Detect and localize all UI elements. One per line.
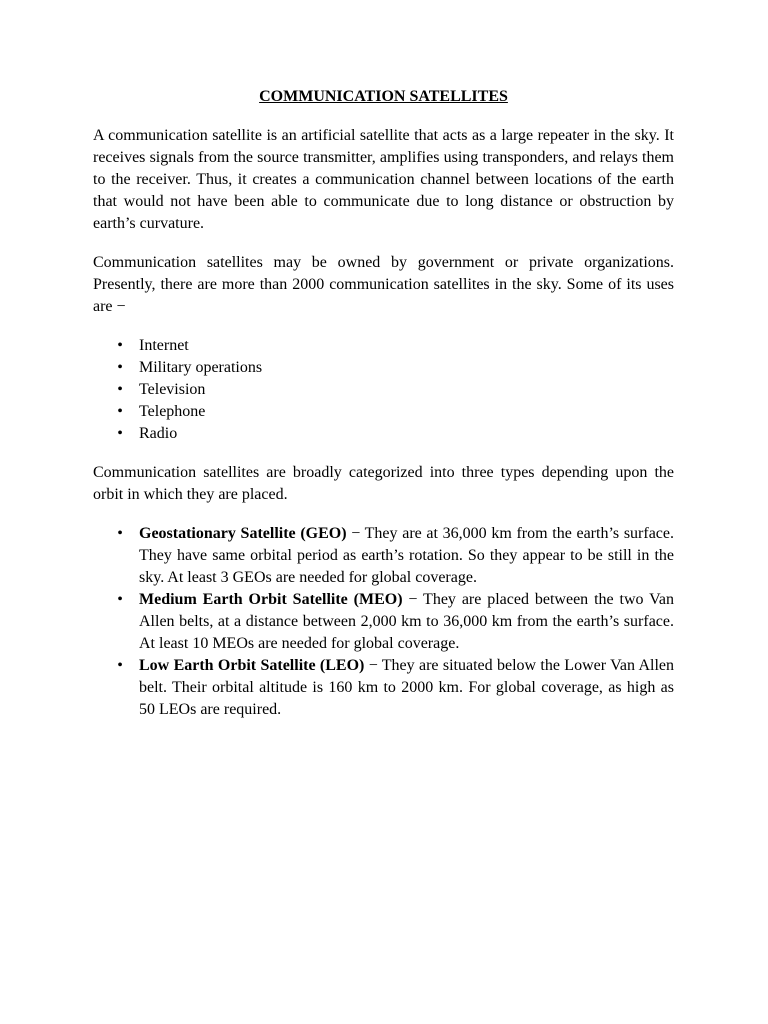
uses-list bbox=[93, 335, 674, 445]
ownership-paragraph: Communication satellites may be owned by government or private organizations. Presently, there are more than 2000 communication satellites in the sky. Some of its uses are − bbox=[93, 254, 674, 315]
use-item-label: Telephone bbox=[139, 403, 206, 420]
type-description: − They are at 36,000 km from the earth’s surface. They have same orbital period as earth’s rotation. So they appear to be still in the sky. At least 3 GEOs are needed for global coverage. bbox=[139, 525, 675, 586]
list-item bbox=[93, 335, 674, 357]
type-term: Geostationary Satellite (GEO) bbox=[139, 525, 347, 542]
list-item bbox=[93, 423, 674, 445]
types-intro-paragraph: Communication satellites are broadly categorized into three types depending upon the orbit in which they are placed. bbox=[93, 464, 674, 503]
types-list bbox=[93, 523, 674, 721]
type-description: − They are placed between the two Van Allen belts, at a distance between 2,000 km to 36,000 km from the earth’s surface. At least 10 MEOs are needed for global coverage. bbox=[139, 591, 674, 652]
bullet-icon: • bbox=[117, 381, 123, 398]
intro-paragraph: A communication satellite is an artificial satellite that acts as a large repeater in the sky. It receives signals from the source transmitter, amplifies using transponders, and relays them to the receiver. Thus, it creates a communication channel between locations of the earth that would not have been able to communicate due to long distance or obstruction by earth’s curvature. bbox=[93, 127, 674, 232]
bullet-icon: • bbox=[117, 657, 123, 674]
use-item-label: Radio bbox=[139, 425, 178, 442]
list-item bbox=[93, 523, 674, 589]
document-page bbox=[93, 86, 674, 721]
list-item bbox=[93, 589, 674, 655]
type-term: Medium Earth Orbit Satellite (MEO) bbox=[139, 591, 403, 608]
document-title: COMMUNICATION SATELLITES bbox=[259, 88, 508, 105]
bullet-icon: • bbox=[117, 359, 123, 376]
list-item bbox=[93, 401, 674, 423]
use-item-label: Television bbox=[139, 381, 206, 398]
type-description: − They are situated below the Lower Van Allen belt. Their orbital altitude is 160 km to 2000 km. For global coverage, as high as 50 LEOs are required. bbox=[139, 657, 675, 718]
bullet-icon: • bbox=[117, 591, 123, 608]
bullet-icon: • bbox=[117, 403, 123, 420]
bullet-icon: • bbox=[117, 525, 123, 542]
use-item-label: Military operations bbox=[139, 359, 263, 376]
list-item bbox=[93, 379, 674, 401]
list-item bbox=[93, 357, 674, 379]
bullet-icon: • bbox=[117, 425, 123, 442]
bullet-icon: • bbox=[117, 337, 123, 354]
list-item bbox=[93, 655, 674, 721]
use-item-label: Internet bbox=[139, 337, 189, 354]
type-term: Low Earth Orbit Satellite (LEO) bbox=[139, 657, 365, 674]
